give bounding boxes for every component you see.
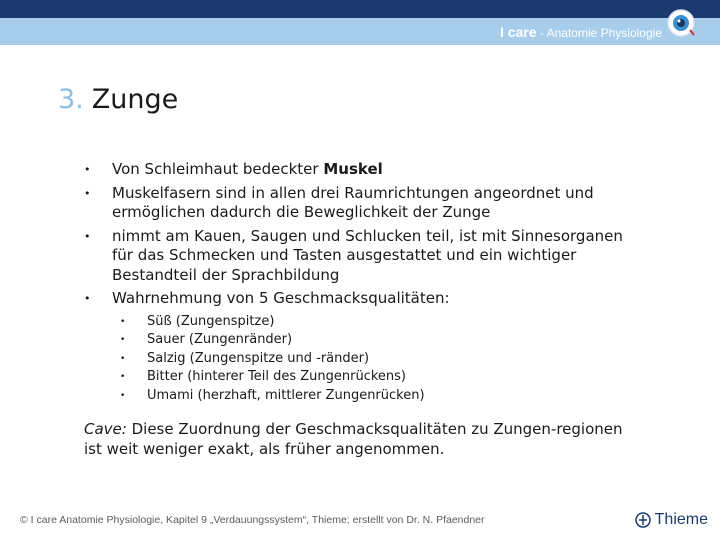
bullet-item: [84, 289, 644, 405]
bullet-marker: •: [84, 163, 91, 176]
bullet-marker: •: [84, 292, 91, 305]
header-top-bar: [0, 0, 720, 18]
bullet-text: Von Schleimhaut bedeckter: [112, 160, 324, 178]
sub-bullet-marker: •: [120, 372, 126, 382]
bullet-text: nimmt am Kauen, Saugen und Schlucken teil, ist mit Sinnesorganen für das Schmecken und Tasten ausgestattet und ein wichtiger Bestandteil der Sprachbildung: [112, 226, 623, 284]
page-title: [58, 84, 178, 115]
sub-bullet-text: Umami (herzhaft, mittlerer Zungenrücken): [147, 387, 425, 403]
sub-bullet-item: [112, 387, 644, 406]
sub-bullet-item: [112, 368, 644, 387]
bullet-text: Muskelfasern sind in allen drei Raumrichtungen angeordnet und ermöglichen dadurch die Beweglichkeit der Zunge: [112, 183, 594, 221]
thieme-logo-icon: [635, 511, 651, 529]
bullet-marker: •: [84, 186, 91, 200]
sub-bullet-text: Salzig (Zungenspitze und -ränder): [147, 350, 370, 366]
sub-bullet-text: Bitter (hinterer Teil des Zungenrückens): [147, 369, 406, 384]
cave-text: Diese Zuordnung der Geschmacksqualitäten zu Zungen-regionen ist weit weniger exakt, als früher angenommen.: [84, 420, 623, 458]
bullet-text: Wahrnehmung von 5 Geschmacksqualitäten:: [112, 289, 450, 307]
sub-bullet-item: [112, 331, 644, 350]
bullet-marker: •: [84, 229, 91, 243]
sub-bullet-item: [112, 313, 644, 332]
cave-label: Cave:: [84, 420, 127, 438]
bullet-item: [84, 227, 644, 286]
section-number: 3.: [58, 84, 84, 115]
sub-bullet-text: Süß (Zungenspitze): [147, 313, 275, 329]
footer-copyright: © I care Anatomie Physiologie, Kapitel 9 „Verdauungssystem“, Thieme; erstellt von Dr. N. Pfaendner: [20, 514, 485, 526]
sub-bullet-list: [112, 313, 644, 406]
header-brand: [500, 24, 662, 40]
publisher-name: Thieme: [654, 511, 708, 528]
sub-bullet-marker: •: [120, 335, 126, 345]
eye-logo-icon: [666, 8, 696, 38]
bullet-item: [84, 184, 644, 223]
sub-bullet-item: [112, 350, 644, 369]
brand-subtitle: - Anatomie Physiologie: [536, 26, 662, 40]
bullet-item: [84, 160, 644, 180]
thieme-logo: [635, 511, 708, 529]
sub-bullet-marker: •: [120, 390, 126, 401]
cave-note: [84, 420, 644, 459]
sub-bullet-marker: •: [120, 353, 126, 364]
bullet-bold-text: Muskel: [323, 160, 383, 178]
bullet-list: [84, 160, 644, 409]
brand-name: I care: [500, 24, 537, 40]
section-title: Zunge: [91, 84, 179, 115]
sub-bullet-text: Sauer (Zungenränder): [147, 332, 293, 347]
sub-bullet-marker: •: [120, 316, 126, 327]
